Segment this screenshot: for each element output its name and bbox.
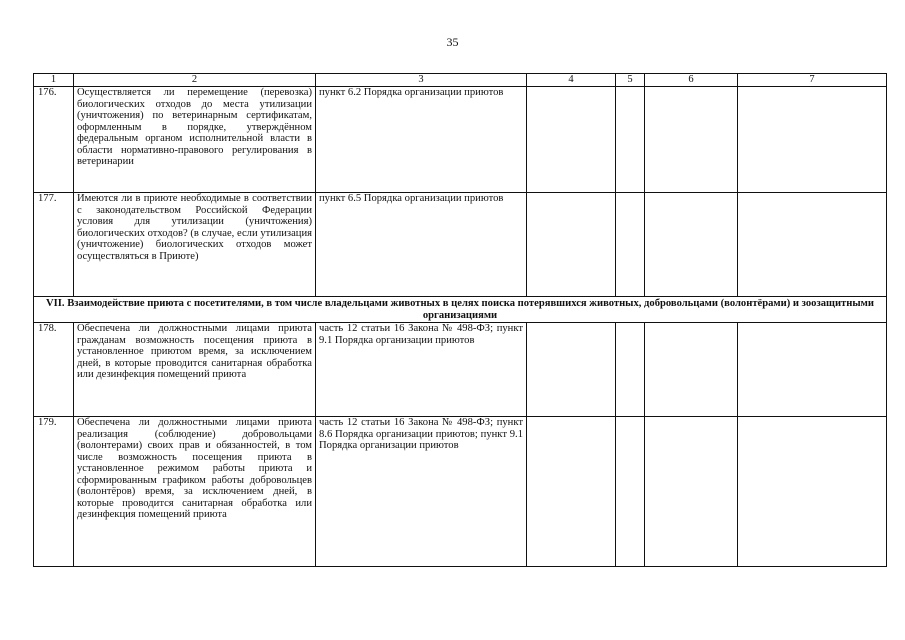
row-question: Обеспечена ли должностными лицами приюта гражданам возможность посещения приюта в установленное приютом время, за исключением дней, в которые проводится санитарная обработка или дезинфекция помещений приюта <box>74 323 316 417</box>
row-cell-7 <box>738 193 887 297</box>
table-row <box>34 193 887 297</box>
row-question: Имеются ли в приюте необходимые в соответствии с законодательством Российской Федерации условия для утилизации (уничтожения) биологических отходов? (в случае, если утилизация (уничтожение) биологических отходов может осуществляться в Приюте) <box>74 193 316 297</box>
row-cell-6 <box>645 417 738 567</box>
table-row <box>34 323 887 417</box>
section-title: VII. Взаимодействие приюта с посетителями, в том числе владельцами животных в целях поиска потерявшихся животных, добровольцами (волонтёрами) и зоозащитными организациями <box>34 297 887 323</box>
row-number: 177. <box>34 193 74 297</box>
column-header-2: 2 <box>74 74 316 87</box>
row-number: 179. <box>34 417 74 567</box>
row-cell-5 <box>616 193 645 297</box>
row-number: 176. <box>34 87 74 193</box>
row-cell-6 <box>645 323 738 417</box>
row-cell-7 <box>738 323 887 417</box>
table-row <box>34 87 887 193</box>
column-header-7: 7 <box>738 74 887 87</box>
section-row <box>34 297 887 323</box>
row-question: Обеспечена ли должностными лицами приюта реализация (соблюдение) добровольцами (волонтерами) своих прав и обязанностей, в том числе возможность посещения приюта в установленное режимом работы приюта и сформированным графиком работы добровольцев (волонтёров) время, за исключением дней, в которые проводится санитарная обработка или дезинфекция помещений приюта <box>74 417 316 567</box>
row-cell-7 <box>738 87 887 193</box>
checklist-table <box>33 73 887 567</box>
column-header-1: 1 <box>34 74 74 87</box>
column-header-5: 5 <box>616 74 645 87</box>
column-header-6: 6 <box>645 74 738 87</box>
row-reference: часть 12 статьи 16 Закона № 498-ФЗ; пункт 8.6 Порядка организации приютов; пункт 9.1 Порядка организации приютов <box>316 417 527 567</box>
row-cell-4 <box>527 193 616 297</box>
row-reference: пункт 6.5 Порядка организации приютов <box>316 193 527 297</box>
row-reference: пункт 6.2 Порядка организации приютов <box>316 87 527 193</box>
row-cell-7 <box>738 417 887 567</box>
header-row <box>34 74 887 87</box>
row-number: 178. <box>34 323 74 417</box>
row-question: Осуществляется ли перемещение (перевозка) биологических отходов до места утилизации (уничтожения) по ветеринарным сертификатам, оформленным в порядке, утверждённом федеральным органом исполнительной власти в области нормативно-правового регулирования в ветеринарии <box>74 87 316 193</box>
column-header-4: 4 <box>527 74 616 87</box>
column-header-3: 3 <box>316 74 527 87</box>
row-cell-4 <box>527 323 616 417</box>
row-cell-5 <box>616 417 645 567</box>
row-cell-6 <box>645 87 738 193</box>
table-row <box>34 417 887 567</box>
row-reference: часть 12 статьи 16 Закона № 498-ФЗ; пункт 9.1 Порядка организации приютов <box>316 323 527 417</box>
row-cell-4 <box>527 87 616 193</box>
row-cell-6 <box>645 193 738 297</box>
row-cell-5 <box>616 323 645 417</box>
row-cell-4 <box>527 417 616 567</box>
page-number: 35 <box>446 35 459 49</box>
row-cell-5 <box>616 87 645 193</box>
